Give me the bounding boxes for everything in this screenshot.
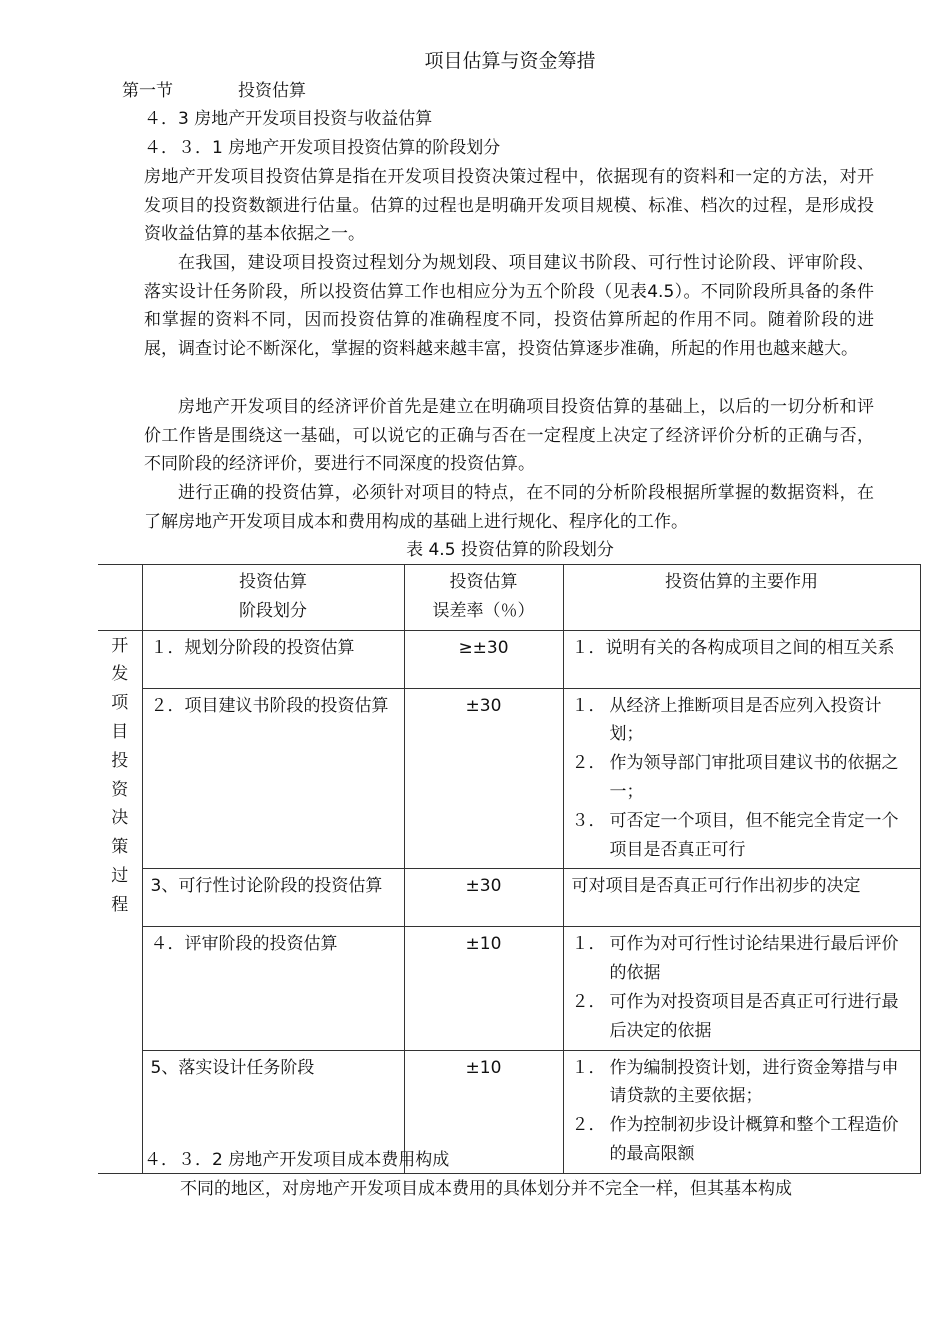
role-item xyxy=(572,692,912,750)
role-number: １． xyxy=(571,1057,606,1078)
role-item xyxy=(572,749,912,807)
role-number: ２． xyxy=(571,991,606,1012)
stage-cell: １．规划分阶段的投资估算 xyxy=(142,630,404,688)
stage-cell: ２．项目建议书阶段的投资估算 xyxy=(142,688,404,869)
role-cell xyxy=(563,1050,920,1173)
section-name: 投资估算 xyxy=(238,81,306,101)
role-number: ２． xyxy=(571,1115,606,1136)
paragraph-1: 房地产开发项目投资估算是指在开发项目投资决策过程中，依据现有的资料和一定的方法，对开发项目的投资数额进行估量。估算的过程也是明确开发项目规模、标准、档次的过程，是形成投资收益估算的基本依据之一。 xyxy=(144,167,874,245)
error-rate-cell: ±30 xyxy=(404,688,563,869)
stage-cell: 5、落实设计任务阶段 xyxy=(142,1050,404,1173)
side-char: 发 xyxy=(111,664,129,685)
role-text: 可作为对投资项目是否真正可行进行最后决定的依据 xyxy=(609,991,899,1041)
side-char: 决 xyxy=(111,808,129,829)
stage-cell: 3、可行性讨论阶段的投资估算 xyxy=(142,869,404,927)
table-row xyxy=(98,869,920,927)
role-text: 可作为对可行性讨论结果进行最后评价的依据 xyxy=(609,934,899,984)
document-title: 项目估算与资金筹措 xyxy=(424,50,596,72)
role-item xyxy=(572,988,912,1046)
role-item xyxy=(572,1054,912,1112)
table-row xyxy=(98,927,920,1050)
side-char: 程 xyxy=(111,894,129,915)
heading-4-3: ４．3 房地产开发项目投资与收益估算 xyxy=(144,109,433,129)
side-char: 策 xyxy=(111,837,129,858)
table-row xyxy=(98,630,920,688)
role-text: 从经济上推断项目是否应列入投资计划； xyxy=(609,695,882,745)
tail-paragraph: 不同的地区，对房地产开发项目成本费用的具体划分并不完全一样，但其基本构成 xyxy=(180,1179,792,1199)
table-caption: 表 4.5 投资估算的阶段划分 xyxy=(406,540,614,560)
error-rate-cell: ±10 xyxy=(404,927,563,1050)
side-label-cell xyxy=(98,630,142,1173)
role-number: ２． xyxy=(571,753,606,774)
heading-4-3-1: ４．３．1 房地产开发项目投资估算的阶段划分 xyxy=(144,138,501,158)
role-text: 可否定一个项目，但不能完全肯定一个项目是否真正可行 xyxy=(609,810,899,860)
error-rate-cell: ±10 xyxy=(404,1050,563,1173)
investment-estimate-table xyxy=(98,564,921,1174)
role-number: １． xyxy=(571,695,606,716)
role-number: １． xyxy=(571,934,606,955)
table-header-row xyxy=(98,565,920,631)
side-char: 资 xyxy=(111,779,129,800)
heading-4-3-2: ４．３．2 房地产开发项目成本费用构成 xyxy=(144,1150,450,1170)
side-char: 过 xyxy=(111,865,129,886)
role-item xyxy=(572,807,912,865)
role-number: ３． xyxy=(571,810,606,831)
role-cell xyxy=(563,688,920,869)
header-stage-line1: 投资估算 xyxy=(239,572,307,592)
role-item xyxy=(572,1111,912,1169)
header-stage-line2: 阶段划分 xyxy=(239,600,307,621)
header-error-rate xyxy=(404,565,563,631)
side-char: 目 xyxy=(111,721,129,742)
role-cell: 可对项目是否真正可行作出初步的决定 xyxy=(563,869,920,927)
role-cell: １．说明有关的各构成项目之间的相互关系 xyxy=(563,630,920,688)
side-char: 开 xyxy=(111,635,129,656)
header-error-line1: 投资估算 xyxy=(449,572,518,592)
paragraph-2: 在我国，建设项目投资过程划分为规划段、项目建议书阶段、可行性讨论阶段、评审阶段、落实设计任务阶段，所以投资估算工作也相应分为五个阶段（见表4.5）。不同阶段所具备的条件和掌握的资料不同，因而投资估算的准确程度不同，投资估算所起的作用不同。随着阶段的进展，调查讨论不断深化，掌握的资料越来越丰富，投资估算逐步准确，所起的作用也越来越大。 xyxy=(144,253,874,359)
role-cell xyxy=(563,927,920,1050)
section-label: 第一节 xyxy=(122,81,173,101)
header-stage xyxy=(142,565,404,631)
error-rate-cell: ≥±30 xyxy=(404,630,563,688)
header-role: 投资估算的主要作用 xyxy=(563,565,920,631)
header-blank-cell xyxy=(98,565,142,631)
role-text: 作为编制投资计划，进行资金筹措与申请贷款的主要依据； xyxy=(609,1057,899,1107)
role-text: 作为领导部门审批项目建议书的依据之一； xyxy=(609,753,899,802)
side-char: 投 xyxy=(111,750,129,771)
error-rate-cell: ±30 xyxy=(404,869,563,927)
role-text: 作为控制初步设计概算和整个工程造价的最高限额 xyxy=(609,1115,899,1164)
paragraph-3: 房地产开发项目的经济评价首先是建立在明确项目投资估算的基础上，以后的一切分析和评价工作皆是围绕这一基础，可以说它的正确与否在一定程度上决定了经济评价分析的正确与否，不同阶段的经济评价，要进行不同深度的投资估算。 xyxy=(144,397,874,475)
role-item xyxy=(572,930,912,988)
stage-cell: ４．评审阶段的投资估算 xyxy=(142,927,404,1050)
table-row xyxy=(98,688,920,869)
side-char: 项 xyxy=(111,693,129,714)
paragraph-4: 进行正确的投资估算，必须针对项目的特点，在不同的分析阶段根据所掌握的数据资料，在了解房地产开发项目成本和费用构成的基础上进行规化、程序化的工作。 xyxy=(144,483,874,532)
header-error-line2: 误差率（％） xyxy=(432,600,535,621)
